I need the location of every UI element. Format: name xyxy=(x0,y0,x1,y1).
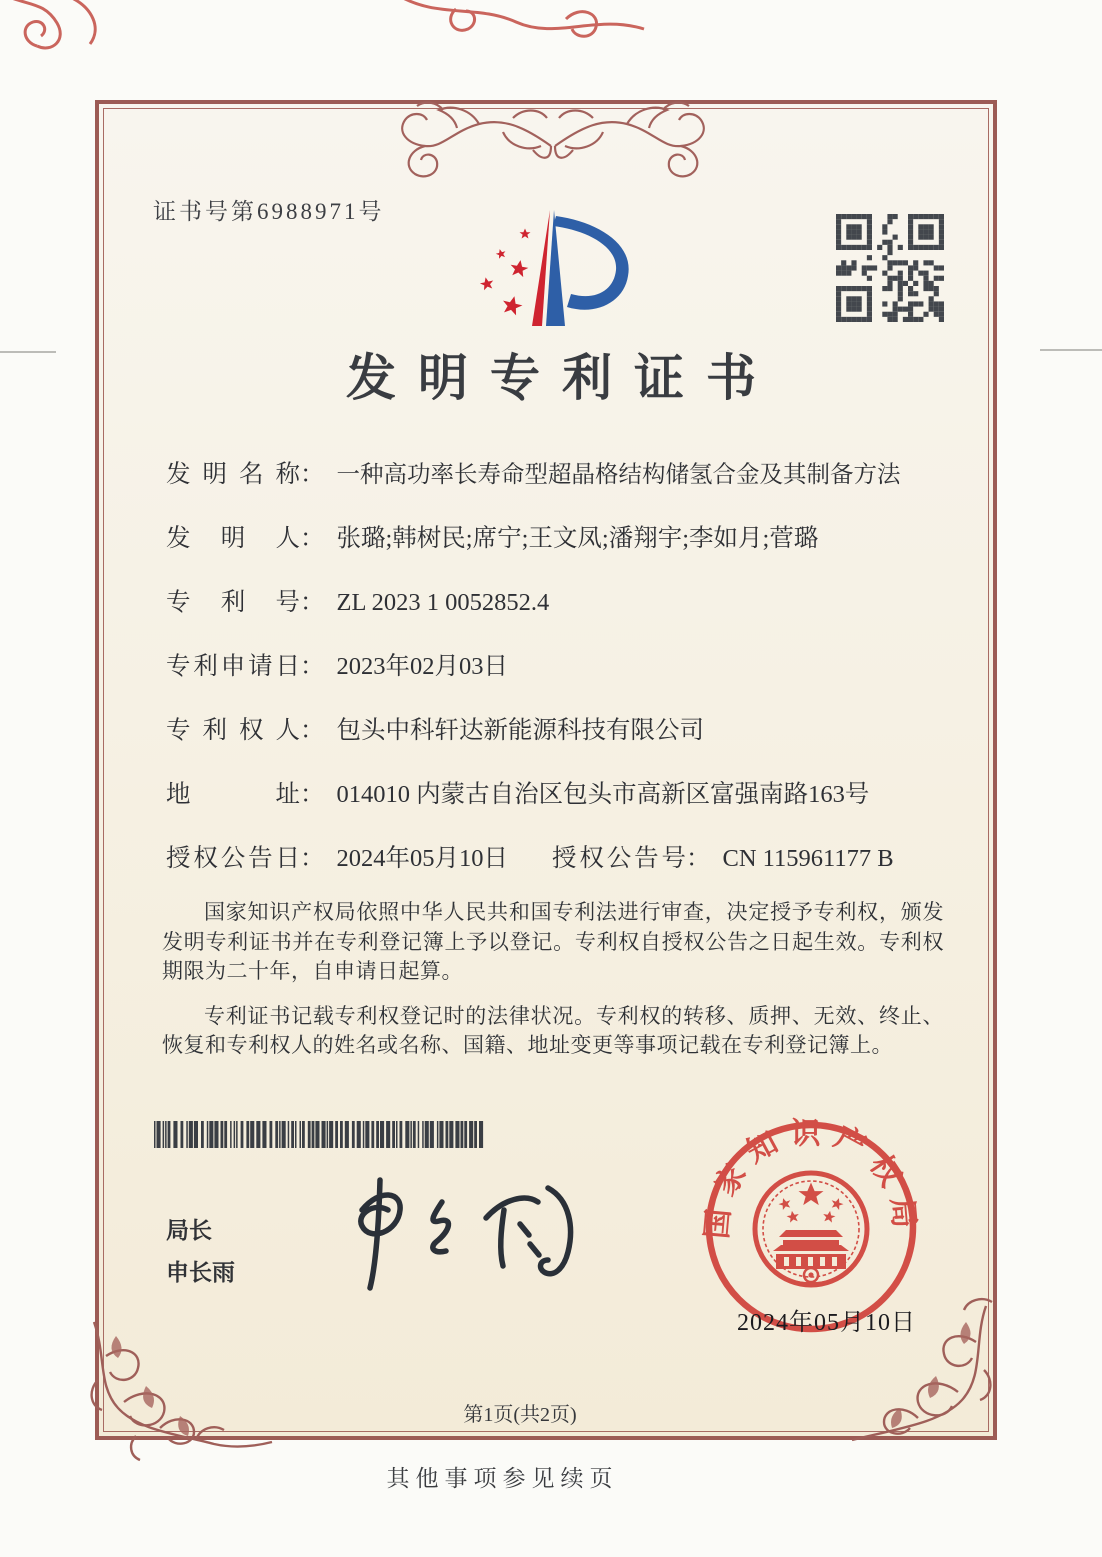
top-edge-ornament-fragment-left xyxy=(0,0,122,56)
certificate-fields xyxy=(166,455,966,903)
field-value: ZL 2023 1 0052852.4 xyxy=(336,589,550,616)
field-colon: ： xyxy=(300,525,325,552)
logo-p-bowl xyxy=(553,216,629,310)
field-value: 张璐;韩树民;席宁;王文凤;潘翔宇;李如月;菅璐 xyxy=(336,525,819,552)
field-colon: ： xyxy=(300,717,325,744)
signer-name: 申长雨 xyxy=(166,1259,235,1285)
national-emblem xyxy=(755,1173,867,1285)
legal-paragraph-1: 国家知识产权局依照中华人民共和国专利法进行审查，决定授予专利权，颁发发明专利证书并在专利登记簿上予以登记。专利权自授权公告之日起生效。专利权期限为二十年，自申请日起算。 xyxy=(162,900,944,983)
certificate-number: 证书号第6988971号 xyxy=(153,199,385,224)
field-colon: ： xyxy=(300,845,325,872)
cnipa-logo xyxy=(468,206,640,332)
field-value: 一种高功率长寿命型超晶格结构储氢合金及其制备方法 xyxy=(336,462,901,488)
field-label: 地址 xyxy=(166,781,300,808)
field-label: 发明名称 xyxy=(166,461,300,488)
field-colon: ： xyxy=(686,845,711,872)
field-value: 2024年05月10日 xyxy=(336,845,508,872)
field-address xyxy=(166,775,966,839)
field-patent-number xyxy=(166,583,966,647)
field-filing-date xyxy=(166,647,966,711)
field-inventors xyxy=(166,519,966,583)
field-label: 专利申请日 xyxy=(166,653,300,680)
logo-stars xyxy=(479,229,531,317)
field-colon: ： xyxy=(300,653,325,680)
field-invention-name xyxy=(166,455,966,519)
field-label: 专利权人 xyxy=(166,717,300,744)
footer-continuation-note: 其他事项参见续页 xyxy=(386,1466,619,1491)
field-value: CN 115961177 B xyxy=(722,845,894,872)
field-grant-number xyxy=(552,839,894,874)
qr-code xyxy=(836,214,944,322)
field-colon: ： xyxy=(300,461,325,488)
field-grant-row xyxy=(166,839,966,903)
field-colon: ： xyxy=(300,589,325,616)
field-label: 专利号 xyxy=(166,589,300,616)
field-value: 包头中科轩达新能源科技有限公司 xyxy=(336,717,704,744)
field-label: 授权公告日 xyxy=(166,845,300,872)
field-colon: ： xyxy=(300,781,325,808)
barcode xyxy=(154,1121,486,1148)
certificate-title: 发明专利证书 xyxy=(346,350,778,406)
commissioner-signature xyxy=(322,1168,582,1296)
seal-date: 2024年05月10日 xyxy=(737,1310,916,1336)
field-label: 授权公告号 xyxy=(552,845,686,872)
page-number: 第1页(共2页) xyxy=(463,1404,577,1426)
signer-title: 局长 xyxy=(166,1217,212,1243)
field-value: 2023年02月03日 xyxy=(336,653,508,680)
legal-statement xyxy=(162,898,944,1076)
field-label: 发明人 xyxy=(166,525,300,552)
legal-paragraph-2: 专利证书记载专利权登记时的法律状况。专利权的转移、质押、无效、终止、恢复和专利权人的姓名或名称、国籍、地址变更等事项记载在专利登记簿上。 xyxy=(162,1003,944,1057)
seal-agency-text: 国家知识产权局 xyxy=(700,1117,922,1241)
field-value: 014010 内蒙古自治区包头市高新区富强南路163号 xyxy=(336,781,870,808)
top-edge-ornament-fragment-center xyxy=(386,0,654,46)
field-patentee xyxy=(166,711,966,775)
